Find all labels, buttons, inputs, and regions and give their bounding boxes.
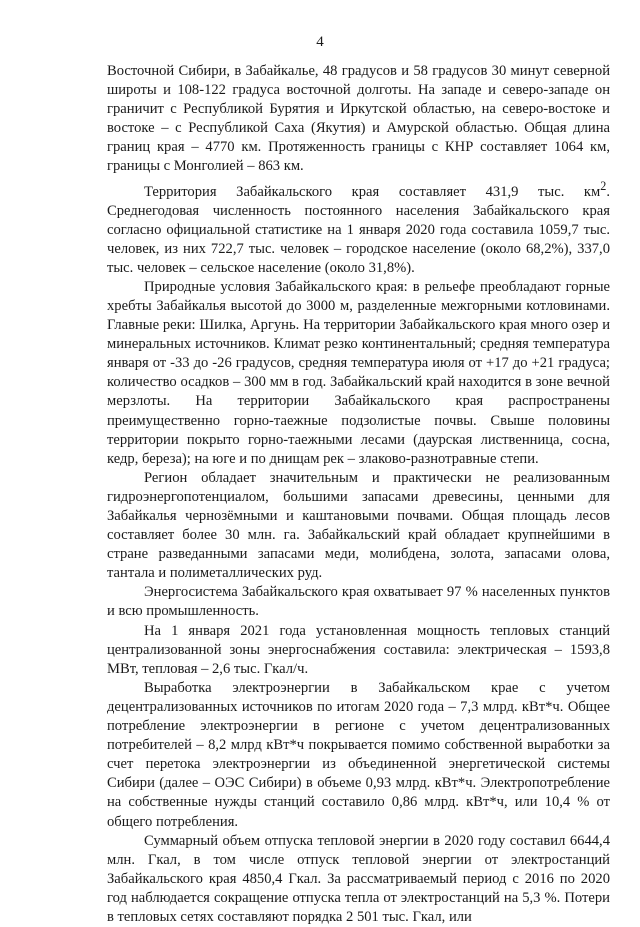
- paragraph-resources: Регион обладает значительным и практически не реализованным гидроэнергопотенциалом, большими запасами древесины, ценными для Забайкалья чернозёмными и каштановыми почвами. Общая площадь лесов составляет более 30 млн. га. Забайкальский край обладает крупнейшими в стране разведанными запасами меди, молибдена, золота, запасами олова, тантала и полиметаллических руд.: [107, 469, 610, 582]
- paragraph-natural-conditions: Природные условия Забайкальского края: в рельефе преобладают горные хребты Забайкалья высотой до 3000 м, разделенные межгорными котловинами. Главные реки: Шилка, Аргунь. На территории Забайкальского края много озер и минеральных источников. Климат резко континентальный; средняя температура января от -33 до -26 градусов, средняя температура июля от +17 до +21 градуса; количество осадков – 300 мм в год. Забайкальский край находится в зоне вечной мерзлоты. На территории Забайкальского края распространены преимущественно горно-таежные подзолистые почвы. Свыше половины территории покрыто горно-таежными лесами (даурская лиственница, сосна, кедр, береза); на юге и по днищам рек – злаково-разнотравные степи.: [107, 278, 610, 467]
- territory-text-after: . Среднегодовая численность постоянного населения Забайкальского края согласно официальной статистике на 1 января 2020 года составила 1059,7 тыс. человек, из них 722,7 тыс. человек – городское население (около 68,2%), 337,0 тыс. человек – сельское население (около 31,8%).: [107, 183, 610, 276]
- paragraph-electricity-generation: Выработка электроэнергии в Забайкальском крае с учетом децентрализованных источников по итогам 2020 года – 7,3 млрд. кВт*ч. Общее потребление электроэнергии в регионе с учетом децентрализованных потребителей – 8,2 млрд кВт*ч покрывается помимо собственной выработки за счет перетока электроэнергии из объединенной энергетической системы Сибири (далее – ОЭС Сибири) в объеме 0,93 млрд. кВт*ч. Электропотребление на собственные нужды станций составило 0,86 млрд. кВт*ч, или 10,4 % от общего потребления.: [107, 679, 610, 830]
- paragraph-borders: Восточной Сибири, в Забайкалье, 48 градусов и 58 градусов 30 минут северной широты и 108-122 градуса восточной долготы. На западе и северо-западе он граничит с Республикой Бурятия и Иркутской областью, на северо-востоке и востоке – с Республикой Саха (Якутия) и Амурской областью. Общая длина границ края – 4770 км. Протяженность границы с КНР составляет 1064 км, границы с Монголией – 863 км.: [107, 63, 610, 175]
- paragraph-heat-supply: Суммарный объем отпуска тепловой энергии в 2020 году составил 6644,4 млн. Гкал, в том числе отпуск тепловой энергии от электростанций Забайкальского края 4850,4 Гкал. За рассматриваемый период с 2016 по 2020 год наблюдается сокращение отпуска тепла от электростанций на 5,3 %. Потери в тепловых сетях составляют порядка 2 501 тыс. Гкал, или: [107, 832, 610, 925]
- superscript-square: 2: [600, 178, 607, 193]
- document-body: [107, 62, 610, 927]
- page-number: 4: [316, 34, 324, 50]
- paragraph-energy-system: Энергосистема Забайкальского края охватывает 97 % населенных пунктов и всю промышленность.: [107, 584, 610, 620]
- paragraph-installed-capacity: На 1 января 2021 года установленная мощность тепловых станций централизованной зоны энергоснабжения составила: электрическая – 1593,8 МВт, тепловая – 2,6 тыс. Гкал/ч.: [107, 622, 610, 677]
- territory-text-before: Территория Забайкальского края составляет 431,9 тыс. км: [144, 183, 601, 200]
- paragraph-territory: [107, 177, 610, 278]
